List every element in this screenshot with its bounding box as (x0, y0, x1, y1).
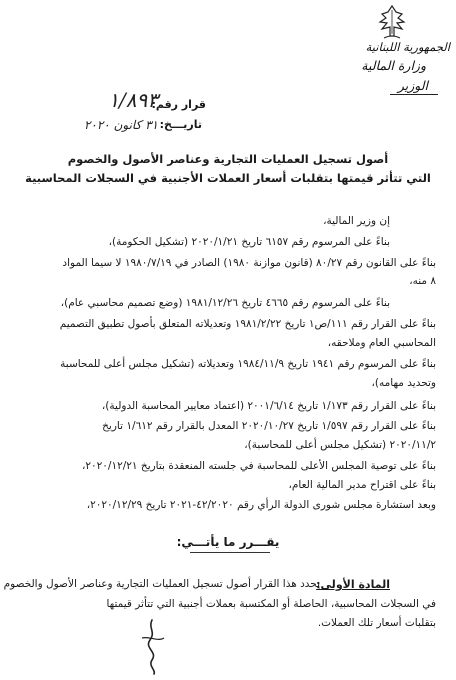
preamble-line: ٨ منه، (409, 275, 436, 287)
preamble-line: وتحديد مهامه)، (371, 377, 436, 389)
preamble-minister: إن وزير المالية، (323, 215, 390, 227)
preamble-line: بناءً على القانون رقم ٨٠/٢٧ (قانون موازنة ١٩٨٠) الصادر في ١٩٨٠/٧/١٩ لا سيما المواد (62, 257, 436, 269)
preamble-line: بناءً على توصية المجلس الأعلى للمحاسبة في جلسته المنعقدة بتاريخ ٢٠٢٠/١٢/٢١، (81, 460, 436, 472)
decision-number-value: ١/٨٩٣ (108, 88, 158, 112)
article-1-line: بتقلبات أسعار تلك العملات. (317, 617, 436, 629)
handwritten-signature (128, 618, 176, 676)
header-divider (390, 94, 438, 95)
preamble-line: المحاسبي العام وملاحقه، (327, 337, 436, 349)
cedar-emblem-icon (372, 4, 412, 44)
preamble-line: بناءً على المرسوم رقم ٦١٥٧ تاريخ ٢٠٢٠/١/٢١ (تشكيل الحكومة)، (108, 236, 390, 248)
preamble-line: بناءً على المرسوم رقم ١٩٤١ تاريخ ١٩٨٤/١١/٩ وتعديلاته (تشكيل مجلس أعلى للمحاسبة (60, 358, 436, 370)
article-1-line: في السجلات المحاسبية، الحاصلة أو المكتسبة بعملات أجنبية التي تتأثر قيمتها (106, 598, 436, 610)
article-1-line: يحدد هذا القرار أصول تسجيل العمليات التجارية وعناصر الأصول والخصوم (3, 578, 320, 590)
decides-underline (190, 552, 270, 553)
decision-number-label: قرار رقم: (151, 98, 206, 111)
header-republic: الجمهورية اللبنانية (365, 40, 450, 54)
decision-date-label: تاريـــخ: (159, 118, 202, 131)
preamble-line: بناءً على القرار رقم ١/٥٩٧ تاريخ ٢٠٢٠/١٠/٢٧ المعدل بالقرار رقم ١/٦١٢ تاريخ (102, 420, 436, 432)
preamble-line: وبعد استشارة مجلس شورى الدولة الرأي رقم ٤٢/٢٠٢٠-٢٠٢١ تاريخ ٢٠٢٠/١٢/٢٩، (86, 499, 436, 511)
header-ministry: وزارة المالية (361, 58, 426, 73)
document-title-line1: أصول تسجيل العمليات التجارية وعناصر الأصول والخصوم (67, 152, 389, 166)
document-title-line2: التي تتأثر قيمتها بتقلبات أسعار العملات الأجنبية في السجلات المحاسبية (25, 171, 431, 185)
preamble-line: بناءً على اقتراح مدير المالية العام، (288, 479, 436, 491)
decision-date-value: ٣١ كانون ٢٠٢٠ (83, 118, 158, 132)
preamble-line: بناءً على القرار رقم ١١١/ص١ تاريخ ١٩٨١/٢/٢٢ وتعديلاته المتعلق بأصول تطبيق التصميم (59, 318, 436, 330)
preamble-line: بناءً على القرار رقم ١/١٧٣ تاريخ ٢٠٠١/٦/١٤ (اعتماد معايير المحاسبة الدولية)، (101, 400, 436, 412)
preamble-line: بناءً على المرسوم رقم ٤٦٦٥ تاريخ ١٩٨١/١٢/٢٦ (وضع تصميم محاسبي عام)، (60, 297, 390, 309)
header-minister: الوزير (397, 78, 428, 93)
decides-heading: يقـــرر ما يأتـــي: (176, 535, 280, 549)
article-1-label: المادة الأولى: (316, 578, 390, 591)
preamble-line: ٢٠٢٠/١١/٢ (تشكيل مجلس أعلى للمحاسبة)، (244, 439, 436, 451)
